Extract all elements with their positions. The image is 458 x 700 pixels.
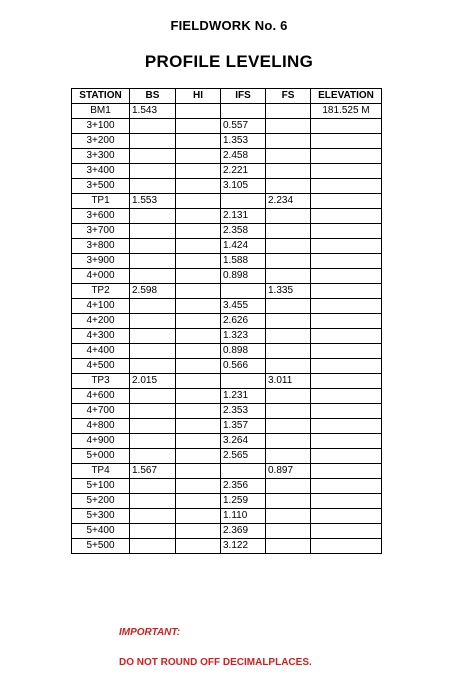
cell-fs [266, 314, 311, 329]
cell-bs [130, 344, 176, 359]
cell-fs [266, 434, 311, 449]
cell-elevation [311, 209, 382, 224]
cell-bs [130, 119, 176, 134]
cell-fs [266, 104, 311, 119]
cell-ifs: 1.588 [221, 254, 266, 269]
cell-station: BM1 [72, 104, 130, 119]
header-ifs: IFS [221, 89, 266, 104]
header-station: STATION [72, 89, 130, 104]
cell-station: 4+800 [72, 419, 130, 434]
cell-fs [266, 209, 311, 224]
cell-elevation [311, 299, 382, 314]
cell-hi [176, 314, 221, 329]
cell-elevation [311, 284, 382, 299]
table-row [72, 479, 382, 494]
cell-fs: 3.011 [266, 374, 311, 389]
cell-ifs: 0.566 [221, 359, 266, 374]
cell-bs [130, 164, 176, 179]
cell-elevation [311, 494, 382, 509]
cell-hi [176, 134, 221, 149]
cell-elevation [311, 269, 382, 284]
cell-fs [266, 299, 311, 314]
cell-hi [176, 404, 221, 419]
table-row [72, 329, 382, 344]
important-note: DO NOT ROUND OFF DECIMALPLACES. [119, 657, 312, 668]
cell-station: 4+400 [72, 344, 130, 359]
cell-fs [266, 329, 311, 344]
table-row [72, 374, 382, 389]
cell-bs [130, 509, 176, 524]
cell-ifs [221, 194, 266, 209]
cell-fs [266, 404, 311, 419]
table-row [72, 509, 382, 524]
cell-bs [130, 179, 176, 194]
cell-elevation [311, 314, 382, 329]
cell-station: 4+300 [72, 329, 130, 344]
cell-ifs: 2.356 [221, 479, 266, 494]
cell-elevation [311, 464, 382, 479]
cell-station: TP2 [72, 284, 130, 299]
cell-ifs: 2.565 [221, 449, 266, 464]
cell-fs [266, 509, 311, 524]
cell-fs [266, 389, 311, 404]
cell-ifs [221, 284, 266, 299]
cell-elevation [311, 254, 382, 269]
cell-ifs: 1.110 [221, 509, 266, 524]
cell-hi [176, 179, 221, 194]
cell-hi [176, 479, 221, 494]
cell-bs [130, 269, 176, 284]
table-row [72, 284, 382, 299]
table-row [72, 254, 382, 269]
cell-elevation [311, 344, 382, 359]
cell-bs [130, 479, 176, 494]
cell-hi [176, 344, 221, 359]
cell-fs [266, 179, 311, 194]
cell-bs [130, 359, 176, 374]
cell-bs [130, 239, 176, 254]
cell-station: 4+600 [72, 389, 130, 404]
cell-station: 5+000 [72, 449, 130, 464]
table-row [72, 269, 382, 284]
cell-bs [130, 134, 176, 149]
table-row [72, 434, 382, 449]
cell-station: 4+900 [72, 434, 130, 449]
cell-hi [176, 239, 221, 254]
cell-fs: 0.897 [266, 464, 311, 479]
cell-bs [130, 524, 176, 539]
cell-station: 3+800 [72, 239, 130, 254]
cell-hi [176, 284, 221, 299]
cell-fs [266, 419, 311, 434]
table-row [72, 239, 382, 254]
cell-station: 5+300 [72, 509, 130, 524]
cell-ifs: 0.898 [221, 344, 266, 359]
cell-station: TP3 [72, 374, 130, 389]
table-row [72, 344, 382, 359]
cell-hi [176, 464, 221, 479]
cell-ifs: 3.122 [221, 539, 266, 554]
cell-ifs [221, 104, 266, 119]
cell-ifs: 2.626 [221, 314, 266, 329]
cell-hi [176, 254, 221, 269]
cell-fs [266, 224, 311, 239]
table-row [72, 179, 382, 194]
cell-bs: 1.553 [130, 194, 176, 209]
cell-ifs: 2.353 [221, 404, 266, 419]
cell-elevation [311, 449, 382, 464]
cell-bs [130, 389, 176, 404]
cell-hi [176, 524, 221, 539]
table-row [72, 299, 382, 314]
cell-bs [130, 224, 176, 239]
cell-hi [176, 509, 221, 524]
cell-ifs: 2.131 [221, 209, 266, 224]
table-row [72, 494, 382, 509]
cell-ifs: 0.898 [221, 269, 266, 284]
cell-elevation [311, 389, 382, 404]
cell-station: 5+100 [72, 479, 130, 494]
header-fs: FS [266, 89, 311, 104]
header-bs: BS [130, 89, 176, 104]
cell-fs [266, 539, 311, 554]
cell-fs [266, 254, 311, 269]
cell-station: 3+200 [72, 134, 130, 149]
cell-hi [176, 389, 221, 404]
cell-hi [176, 299, 221, 314]
cell-fs: 2.234 [266, 194, 311, 209]
header-hi: HI [176, 89, 221, 104]
cell-fs [266, 239, 311, 254]
cell-fs [266, 119, 311, 134]
cell-ifs: 1.231 [221, 389, 266, 404]
cell-station: 4+500 [72, 359, 130, 374]
table-row [72, 314, 382, 329]
cell-station: 3+300 [72, 149, 130, 164]
cell-hi [176, 539, 221, 554]
cell-fs: 1.335 [266, 284, 311, 299]
cell-bs: 2.598 [130, 284, 176, 299]
table-row [72, 164, 382, 179]
table-row [72, 119, 382, 134]
cell-station: TP1 [72, 194, 130, 209]
cell-bs: 1.567 [130, 464, 176, 479]
cell-bs [130, 539, 176, 554]
cell-bs [130, 449, 176, 464]
cell-bs [130, 494, 176, 509]
cell-elevation [311, 509, 382, 524]
cell-elevation [311, 224, 382, 239]
table-row [72, 539, 382, 554]
cell-ifs: 1.357 [221, 419, 266, 434]
cell-station: 4+200 [72, 314, 130, 329]
cell-elevation [311, 179, 382, 194]
cell-elevation [311, 374, 382, 389]
table-row [72, 104, 382, 119]
cell-ifs: 2.358 [221, 224, 266, 239]
cell-elevation [311, 239, 382, 254]
cell-hi [176, 119, 221, 134]
cell-elevation: 181.525 M [311, 104, 382, 119]
cell-fs [266, 494, 311, 509]
cell-ifs: 2.458 [221, 149, 266, 164]
cell-bs [130, 419, 176, 434]
cell-bs [130, 299, 176, 314]
cell-station: 5+500 [72, 539, 130, 554]
cell-hi [176, 329, 221, 344]
cell-fs [266, 149, 311, 164]
cell-ifs: 2.221 [221, 164, 266, 179]
table-row [72, 134, 382, 149]
cell-station: 4+100 [72, 299, 130, 314]
cell-elevation [311, 149, 382, 164]
table-row [72, 524, 382, 539]
cell-bs: 1.543 [130, 104, 176, 119]
table-row [72, 194, 382, 209]
cell-elevation [311, 479, 382, 494]
cell-station: 5+200 [72, 494, 130, 509]
cell-bs [130, 434, 176, 449]
cell-ifs [221, 374, 266, 389]
cell-hi [176, 149, 221, 164]
cell-bs [130, 209, 176, 224]
table-row [72, 209, 382, 224]
cell-fs [266, 344, 311, 359]
document-title: FIELDWORK No. 6 [170, 18, 288, 33]
cell-elevation [311, 539, 382, 554]
cell-elevation [311, 194, 382, 209]
cell-elevation [311, 359, 382, 374]
cell-hi [176, 359, 221, 374]
cell-hi [176, 449, 221, 464]
cell-ifs: 1.353 [221, 134, 266, 149]
cell-hi [176, 434, 221, 449]
cell-elevation [311, 524, 382, 539]
cell-fs [266, 134, 311, 149]
cell-ifs: 3.264 [221, 434, 266, 449]
cell-hi [176, 209, 221, 224]
cell-fs [266, 479, 311, 494]
table-row [72, 464, 382, 479]
cell-ifs: 1.323 [221, 329, 266, 344]
cell-station: 3+500 [72, 179, 130, 194]
cell-elevation [311, 329, 382, 344]
cell-bs [130, 149, 176, 164]
cell-hi [176, 194, 221, 209]
cell-hi [176, 104, 221, 119]
cell-station: 4+700 [72, 404, 130, 419]
cell-elevation [311, 404, 382, 419]
table-row [72, 359, 382, 374]
document-subtitle: PROFILE LEVELING [144, 52, 314, 71]
cell-station: 3+100 [72, 119, 130, 134]
cell-bs [130, 254, 176, 269]
cell-hi [176, 164, 221, 179]
cell-elevation [311, 134, 382, 149]
cell-station: 3+700 [72, 224, 130, 239]
cell-elevation [311, 119, 382, 134]
cell-hi [176, 224, 221, 239]
cell-ifs [221, 464, 266, 479]
table-row [72, 404, 382, 419]
cell-station: 3+900 [72, 254, 130, 269]
cell-ifs: 3.105 [221, 179, 266, 194]
cell-station: 5+400 [72, 524, 130, 539]
cell-elevation [311, 164, 382, 179]
cell-fs [266, 524, 311, 539]
cell-bs [130, 404, 176, 419]
cell-fs [266, 449, 311, 464]
cell-hi [176, 419, 221, 434]
cell-bs [130, 329, 176, 344]
cell-bs [130, 314, 176, 329]
cell-hi [176, 494, 221, 509]
cell-fs [266, 269, 311, 284]
cell-hi [176, 374, 221, 389]
cell-station: 3+400 [72, 164, 130, 179]
cell-ifs: 1.424 [221, 239, 266, 254]
table-header-row [72, 89, 382, 104]
cell-elevation [311, 434, 382, 449]
important-label: IMPORTANT: [119, 627, 181, 638]
table-row [72, 449, 382, 464]
cell-station: TP4 [72, 464, 130, 479]
cell-ifs: 0.557 [221, 119, 266, 134]
table-row [72, 389, 382, 404]
cell-fs [266, 164, 311, 179]
cell-ifs: 3.455 [221, 299, 266, 314]
cell-bs: 2.015 [130, 374, 176, 389]
table-row [72, 224, 382, 239]
cell-station: 3+600 [72, 209, 130, 224]
table-row [72, 149, 382, 164]
cell-ifs: 2.369 [221, 524, 266, 539]
cell-elevation [311, 419, 382, 434]
table-row [72, 419, 382, 434]
cell-ifs: 1.259 [221, 494, 266, 509]
cell-station: 4+000 [72, 269, 130, 284]
header-elevation: ELEVATION [311, 89, 382, 104]
cell-hi [176, 269, 221, 284]
cell-fs [266, 359, 311, 374]
leveling-table [71, 88, 382, 554]
